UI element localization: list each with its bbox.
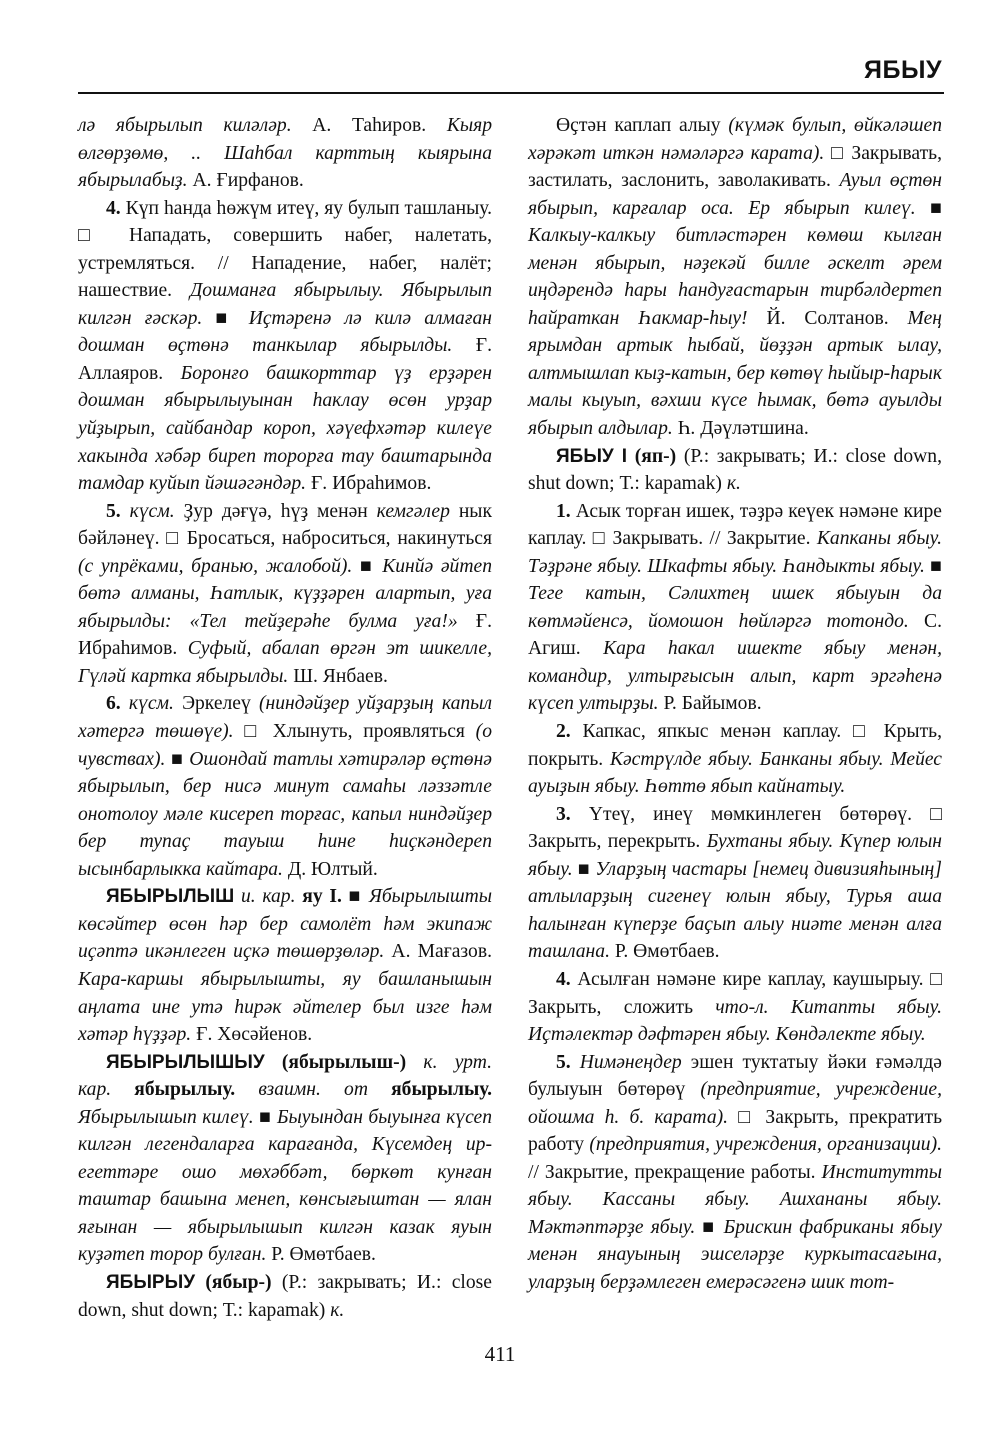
text-run [234, 886, 241, 907]
italic-text: Суфый, абалап өргән эт шикелле, Гүләй картка ябырылды. [78, 638, 492, 687]
text-run [121, 693, 129, 714]
bold-text: ябырылыу. [134, 1079, 236, 1101]
bold-text: 6. [106, 693, 121, 715]
sense-4-paragraph [78, 195, 492, 498]
text-run: Асылған нәмәне кире каплау, каушырыу. □ Закрыть, сложить [528, 968, 942, 1018]
text-run: ■ [202, 307, 249, 329]
text-run: Үтеү, инеү мөмкинлеген бөтөрөү. □ Закрыть, перекрыть. [528, 803, 942, 853]
italic-text: к. [330, 1299, 345, 1321]
text-run: А. Мағазов. [384, 941, 492, 963]
text-run: ■ [572, 858, 596, 880]
text-run: ■ [695, 1216, 724, 1238]
text-run: ■ [165, 748, 190, 770]
italic-text: Кыяр өлгөрҙөмө, .. Шаһбал карттың кыярына ябырылабыҙ. [78, 115, 492, 192]
text-run: Д. Юлтый. [282, 858, 378, 880]
sense-3-paragraph [528, 801, 942, 966]
italic-text: күсм. [129, 500, 175, 522]
entry-yabyrylysh [78, 883, 492, 1048]
text-run: Й. Солтанов. [747, 307, 908, 329]
italic-text: күсм. [128, 693, 174, 715]
italic-text: Дошманға ябырылыу. Ябырылып килгән ғәскәр. [78, 280, 492, 329]
bold-text: 4. [106, 197, 121, 219]
text-run: С. Агиш. [528, 610, 942, 660]
bold-text: 5. [106, 500, 121, 522]
text-run [111, 1079, 134, 1100]
text-run: Ғ. Ибраһимов. [306, 473, 432, 495]
entry-yabyu-1 [528, 443, 942, 498]
text-run: Ҙур дәғүә, һүҙ менән [174, 500, 377, 522]
italic-text: Ябырылышты көсәйтер өсөн һәр бер самолёт һәм экипаж иҫәптә икәнлеген иҫкә төшөрҙөләр. [78, 886, 493, 963]
italic-text: Ябырылышып килеү. [78, 1106, 254, 1128]
text-run: □ Закрыть, прекратить работу [528, 1106, 943, 1156]
sense-2-paragraph [528, 718, 942, 801]
italic-text: Кәстрүлде ябыу. Банканы ябыу. Мейес ауыҙын ябыу. Һөттө ябып кайнатыу. [528, 748, 943, 798]
text-run [265, 1052, 282, 1073]
italic-text: Мең ярымдан артык һыбай, йөҙҙән артык ылау, алтмышлап кыҙ-катын, бер көтөү һыйыр-һарык малы кыуып, вәхши күсе һымак, бөтә ауылды ябырып алдылар. [528, 307, 943, 440]
text-run: А. Ғирфанов. [187, 170, 304, 192]
italic-text: Институтты ябыу. Кассаны ябыу. Ашхананы ябыу. Мәктәптәрҙе ябыу. [528, 1161, 942, 1238]
italic-text: к. [726, 473, 741, 495]
text-run: А. Таһиров. [291, 115, 447, 136]
italic-text: Нимәнеңдер [579, 1051, 682, 1073]
italic-text: лә ябырылып киләләр. [78, 115, 292, 136]
bold-text: 4. [556, 968, 571, 990]
italic-text: кемгәлер [376, 500, 450, 522]
italic-text: Иҫтәренә лә килә алмаған дошман өҫтөнә танкылар ябырылды. [78, 307, 492, 357]
text-run [627, 446, 635, 467]
text-run: ■ [924, 555, 942, 577]
text-run: Р. Байымов. [658, 693, 762, 715]
text-run: Ғ. Аллаяров. [78, 335, 493, 384]
italic-text: Кинйә әйтеп бөтә алманы, Һатлык, күҙҙәрен алартып, уға ябырылды: «Тел тейҙерәһе булма уға!» [78, 555, 492, 632]
left-column [78, 112, 492, 1324]
italic-text: Капканы ябыу. Тәҙрәне ябыу. Шкафты ябыу. Һандыкты ябыу. [528, 528, 942, 577]
entry-yabyryu-definition [528, 112, 942, 443]
text-run: Р. Өмөтбаев. [609, 941, 720, 963]
text-run: ■ [341, 886, 369, 908]
italic-text: Быуындан быуынға күсеп килгән легендаларға карағанда, Күсемдең ир-егеттәре ошо мөхәббәт, бөркөт кунған таштар башына менеп, көнсығыштан — ялан яғынан — ябырылышып килгән казак яуын куҙәтеп торор булған. [78, 1106, 493, 1266]
italic-text: Ошондай татлы хәтирәләр өҫтөнә ябырылып, бер нисә минут самаһы ләззәтле онотолоу мәле кисереп торғас, капыл ниндәйҙер бер тупаҫ тауыш һине һиҫкәндереп ысынбарлыкка кайтара. [78, 748, 492, 880]
bold-text: ябырылыу. [391, 1079, 492, 1101]
text-run: Асык торған ишек, тәҙрә кеүек нәмәне кире каплау. □ Закрывать. // Закрытие. [528, 500, 942, 550]
page-number: 411 [484, 1342, 516, 1366]
italic-text: и. кар. [240, 886, 296, 908]
right-column [528, 112, 942, 1297]
text-run [195, 1272, 205, 1293]
running-header-word: ЯБЫУ [864, 56, 942, 84]
text-run: эшен туктатыу йәки ғәмәлдә булыуын бөтөрөү [528, 1051, 942, 1101]
text-run: Һ. Дәүләтшина. [672, 418, 809, 440]
headword: ЯБЫРЫУ [106, 1271, 196, 1293]
text-run: Ғ. Хөсәйенов. [191, 1024, 313, 1046]
text-run: Ғ. Ибраһимов. [78, 610, 492, 660]
text-run: Капкас, япкыс менән каплау. □ Крыть, покрыть. [528, 721, 942, 770]
headword: ЯБЫУ I [556, 445, 628, 467]
text-run: // Закрытие, прекращение работы. [528, 1161, 822, 1183]
entry-yabyrylyshyu [78, 1049, 492, 1269]
italic-text: (ниндәйҙер уйҙарҙың капыл хәтергә төшөүе). [78, 693, 492, 743]
text-run: Р. Өмөтбаев. [266, 1244, 376, 1266]
sense-5-paragraph [528, 1049, 942, 1297]
text-run: ■ [253, 1106, 277, 1128]
bold-text: яу I. [302, 886, 342, 908]
bold-text: (ябыр-) [205, 1271, 272, 1293]
text-run: нык бәйләнеү. □ Бросаться, наброситься, накинуться [78, 500, 492, 550]
italic-text: (с упрёками, бранью, жалобой). [78, 555, 353, 577]
text-run [368, 1079, 391, 1100]
italic-text: (күмәк булып, өйкәләшеп хәрәкәт иткән нәмәләргә карата). [528, 115, 943, 164]
bold-text: 1. [556, 500, 571, 522]
sense-4-paragraph [528, 966, 942, 1049]
italic-text: Брискин фабриканы ябыу менән янауының эшселәрҙе куркытасағына, уларҙың берҙәмлеген емерәсәгенә шик тот- [528, 1216, 942, 1293]
text-run [121, 501, 130, 522]
bold-text: 5. [556, 1051, 571, 1073]
italic-text: Кара һакал ишекте ябыу менән, командир, ултырғысын алып, карт эргәһенә күсеп ултырҙы. [528, 638, 943, 715]
text-run: ■ [352, 555, 383, 577]
italic-text: Уларҙың частары [немец дивизияһының] атлыларҙың сигенеү юлын ябыу, Турья аша һалынған күперҙе баҫып алыу ниәте менән алға ташлана. [528, 858, 942, 963]
text-run: Күп һанда һөжүм итеү, яу булып ташланыу. □ Нападать, совершить набег, налетать, устремляться. // Нападение, набег, налёт; нашествие. [78, 197, 492, 302]
italic-text: к. урт. кар. [78, 1051, 492, 1101]
text-run: (Р.: закрывать; И.: close down, shut down; Т.: kapamak) [528, 445, 942, 495]
text-run: (Р.: закрывать; И.: close down, shut down; Т.: kapamak) [78, 1271, 492, 1321]
italic-text: (о чувствах). [78, 721, 492, 770]
italic-text: Ауыл өҫтөн ябырып, карғалар оса. Ер ябырып килеү. [528, 170, 942, 219]
text-run: □ Хлынуть, проявляться [233, 721, 476, 743]
italic-text: Бухтаны ябыу. Күпер юлын ябыу. [528, 831, 942, 880]
entry-yabyryu [78, 1269, 492, 1324]
headword: ЯБЫРЫЛЫШ [106, 886, 235, 908]
entry-paragraph [78, 112, 492, 195]
header-rule [78, 92, 944, 94]
sense-6-paragraph [78, 690, 492, 883]
bold-text: (яп-) [634, 445, 677, 467]
text-run [235, 1079, 258, 1100]
italic-text: (предприятия, учреждения, организации). [589, 1134, 942, 1156]
italic-text: Теге катын, Сәлихтең ишек ябыуын да көтмәйенсә, йомошон һөйләргә тотондо. [528, 583, 942, 632]
bold-text: 2. [556, 721, 571, 743]
italic-text: Кара-каршы ябырылышты, яу башланышын аңлата ине утә һирәк әйтелер был изге һәм хәтәр һүҙҙәр. [78, 968, 492, 1046]
text-run: Эркелеү [173, 693, 259, 715]
italic-text: что-л. Китапты ябыу. Иҫтәлектәр дәфтәрен ябыу. Көндәлекте ябыу. [528, 996, 942, 1046]
text-run [571, 1052, 580, 1073]
italic-text: (предприятие, учреждение, ойошма һ. б. карата). [528, 1079, 942, 1128]
text-run: □ Закрывать, застилать, заслонить, заволакивать. [528, 142, 942, 192]
text-run: ■ [915, 197, 942, 219]
sense-5-paragraph [78, 498, 492, 691]
italic-text: взаимн. от [258, 1079, 368, 1101]
bold-text: 3. [556, 803, 571, 825]
sense-1-paragraph [528, 498, 942, 718]
bold-text: (ябырылыш-) [281, 1051, 407, 1073]
text-run: Ш. Янбаев. [288, 665, 388, 687]
text-run [406, 1052, 423, 1073]
italic-text: Боронғо башкорттар үҙ ерҙәрен дошман ябырылыуынан һаклау өсөн урҙар уйҙырып, сайбандар короп, хәүефхәтәр килеүе хакында хәбәр биреп торорға тау баштарында тамдар куйып йәшәгәндәр. [78, 362, 492, 495]
headword: ЯБЫРЫЛЫШЫУ [106, 1051, 265, 1073]
text-run: Өҫтән каплап алыу [556, 115, 729, 136]
italic-text: Калкыу-калкыу битләстәрен көмөш кылған менән ябырып, нәҙекәй билле әскелт әрем иңдәрендә һары һандуғастарын тирбәлдертеп һайраткан Һакмар-һыу! [528, 225, 942, 329]
